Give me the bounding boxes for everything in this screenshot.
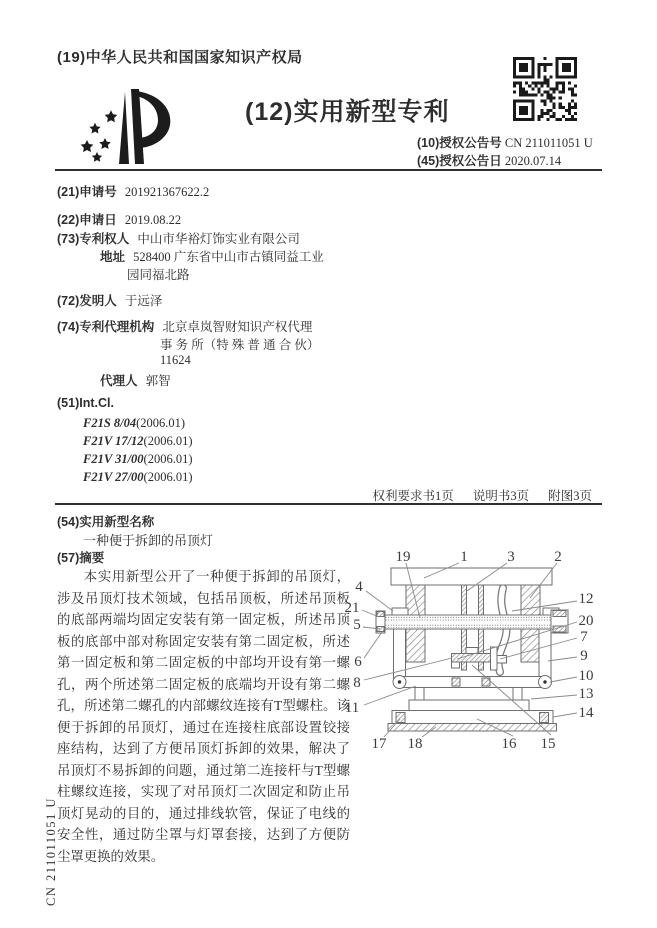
callout-number: 17 — [371, 736, 387, 752]
agency-row — [57, 317, 312, 335]
description-pages: 说明书3页 — [472, 489, 530, 503]
agency-line2: 事 务 所（特 殊 普 通 合 伙） — [160, 338, 320, 352]
callout-number: 5 — [353, 617, 361, 633]
agent-label: 代理人 — [100, 374, 138, 388]
patentee-value: 中山市华裕灯饰实业有限公司 — [137, 232, 300, 246]
callout-number: 1 — [460, 549, 468, 565]
callout-number: 19 — [395, 549, 411, 565]
intcl-version: (2006.01) — [143, 470, 193, 484]
intcl-version: (2006.01) — [143, 452, 193, 466]
invention-title: 一种便于拆卸的吊顶灯 — [83, 533, 214, 548]
publication-number-line — [417, 133, 593, 151]
callout-number: 8 — [353, 675, 361, 691]
intcl-entry — [83, 470, 193, 485]
callout-leader-line — [553, 713, 577, 717]
address-line2: 园同福北路 — [127, 268, 190, 282]
document-type-title: (12)实用新型专利 — [245, 98, 450, 126]
intcl-class: F21V 17/12 — [83, 434, 144, 448]
inventor-row — [57, 291, 162, 309]
claims-pages: 权利要求书1页 — [372, 489, 454, 503]
publication-number-value: CN 211011051 U — [504, 136, 593, 150]
agency-label: (74)专利代理机构 — [57, 320, 155, 334]
intcl-label: (51)Int.Cl. — [57, 396, 114, 410]
inventor-label: (72)发明人 — [57, 294, 117, 308]
application-number-row — [57, 182, 209, 200]
abstract-label: (57)摘要 — [57, 551, 105, 565]
callout-number: 10 — [578, 668, 594, 684]
intcl-class: F21S 8/04 — [83, 416, 137, 430]
callout-number: 13 — [578, 686, 594, 702]
publication-date-value: 2020.07.14 — [504, 154, 562, 168]
patentee-label: (73)专利权人 — [57, 232, 130, 246]
callout-number: 18 — [407, 736, 423, 752]
intcl-entry — [83, 452, 193, 467]
intcl-version: (2006.01) — [143, 434, 193, 448]
title-section-label: (54)实用新型名称 — [57, 515, 155, 529]
callout-leader-line — [550, 677, 577, 682]
callout-leader-line — [531, 695, 577, 699]
callout-leader-line — [364, 632, 382, 658]
publication-number-label: (10)授权公告号 — [417, 136, 502, 150]
address-row — [100, 247, 324, 265]
header-divider — [55, 169, 602, 171]
callout-number: 11 — [345, 700, 360, 716]
intcl-version: (2006.01) — [136, 416, 186, 430]
callout-number: 7 — [580, 629, 588, 645]
callout-number: 9 — [580, 648, 588, 664]
intcl-class: F21V 31/00 — [83, 452, 144, 466]
intcl-class: F21V 27/00 — [83, 470, 144, 484]
callout-number: 15 — [540, 736, 556, 752]
callout-number: 4 — [355, 579, 363, 595]
callout-number: 14 — [578, 705, 594, 721]
publication-date-line — [417, 151, 561, 169]
biblio-divider — [55, 503, 602, 505]
intcl-entry — [83, 416, 185, 431]
application-date-row — [57, 210, 181, 228]
drawings-pages: 附图3页 — [548, 489, 592, 503]
callout-number: 20 — [578, 613, 594, 629]
callout-leader-line — [364, 686, 416, 705]
application-date-value: 2019.08.22 — [124, 213, 182, 227]
callout-number: 16 — [501, 736, 517, 752]
callout-number: 21 — [345, 600, 360, 616]
abstract-text: 本实用新型公开了一种便于拆卸的吊顶灯，涉及吊顶灯技术领域，包括吊顶板，所述吊顶板的底部两端均固定安装有第一固定板，所述吊顶板的底部中部对称固定安装有第二固定板，所述第一固定板和第二固定板的中部均开设有第一螺孔，两个所述第二固定板的底端均开设有第二螺孔，所述第二螺孔的内部螺纹连接有T型螺柱。该便于拆卸的吊顶灯，通过在连接柱底部设置铰接座结构，达到了方便吊顶灯拆卸的效果，解决了吊顶灯不易拆卸的问题，通过第二连接杆与T型螺柱螺纹连接，实现了对吊顶灯二次固定和防止吊顶灯晃动的目的，通过排线软管，保证了电线的安全性，通过防尘罩与灯罩套接，达到了方便防尘罩更换的效果。 — [57, 569, 350, 864]
callout-number: 3 — [507, 549, 515, 565]
callout-leader-line — [366, 591, 393, 611]
agency-code: 11624 — [160, 353, 191, 367]
callout-leader-line — [548, 657, 577, 661]
cnipa-logo-icon — [75, 86, 187, 177]
agent-value: 郭智 — [145, 374, 171, 388]
address-label: 地址 — [100, 250, 126, 264]
callout-number: 6 — [354, 654, 362, 670]
callout-number: 2 — [554, 549, 562, 565]
inventor-value: 于远泽 — [124, 294, 163, 308]
issuing-office: (19)中华人民共和国国家知识产权局 — [57, 49, 303, 66]
application-number-label: (21)申请号 — [57, 185, 117, 199]
application-date-label: (22)申请日 — [57, 213, 117, 227]
callout-number: 12 — [578, 591, 594, 607]
address-line1: 528400 广东省中山市古镇同益工业 — [133, 250, 324, 264]
agent-row — [100, 371, 171, 389]
agency-line1: 北京卓岚智财知识产权代理 — [162, 320, 313, 334]
application-number-value: 201921367622.2 — [124, 185, 210, 199]
qr-code — [513, 57, 577, 126]
publication-date-label: (45)授权公告日 — [417, 154, 502, 168]
side-publication-code: CN 211011051 U — [44, 797, 58, 906]
patent-figure — [345, 540, 657, 765]
intcl-entry — [83, 434, 193, 449]
pages-info — [292, 486, 592, 504]
figure-linework — [376, 568, 568, 731]
patentee-row — [57, 229, 300, 247]
